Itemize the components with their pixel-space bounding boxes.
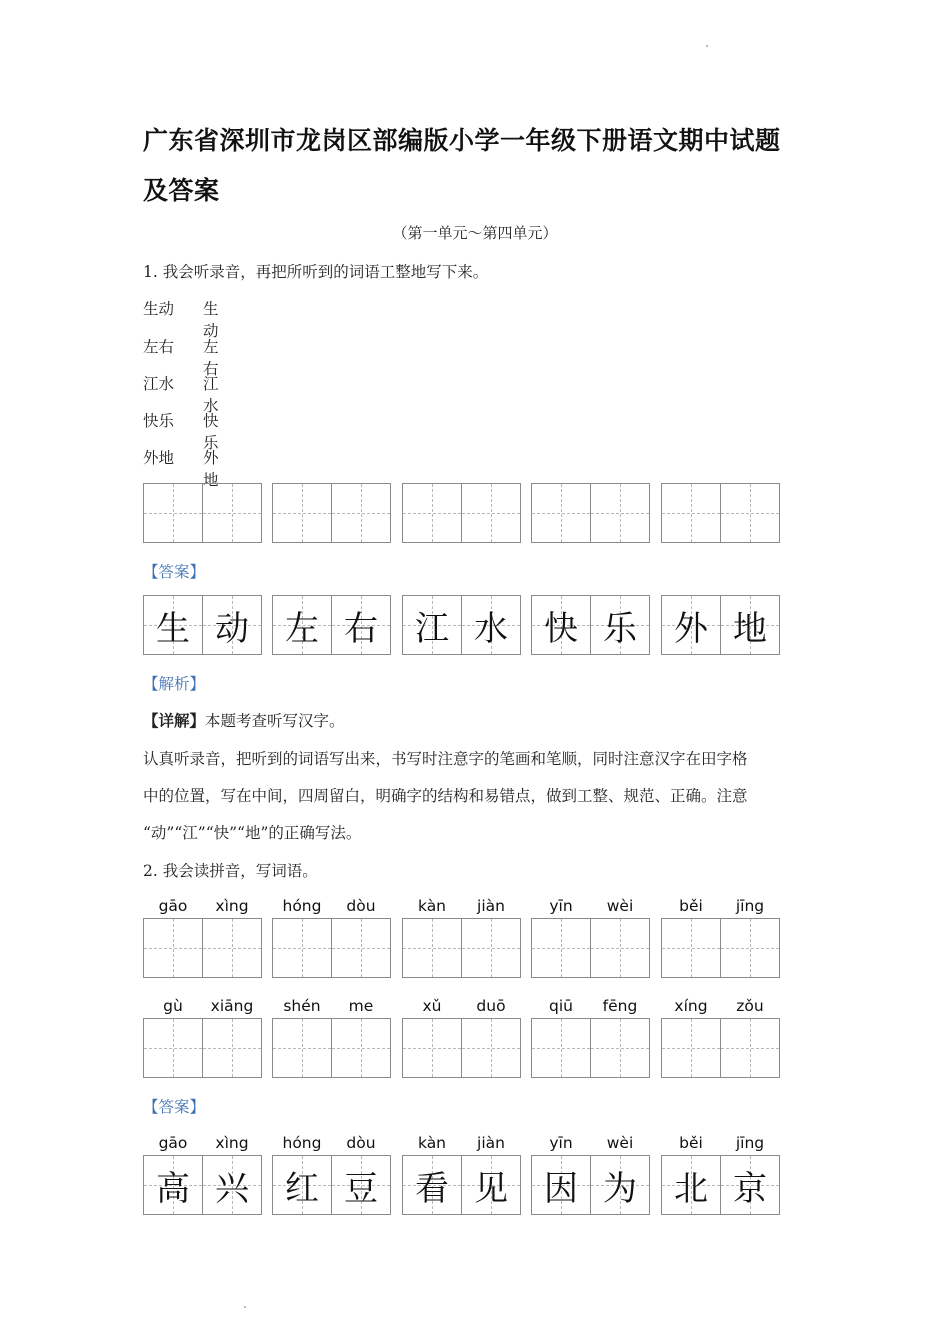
pinyin: gāo (158, 1134, 188, 1152)
answer-char: 右 (344, 608, 378, 649)
pinyin: fēng (602, 997, 638, 1015)
pinyin: dòu (346, 1134, 376, 1152)
pinyin: běi (679, 1134, 703, 1152)
answer-char: 豆 (344, 1168, 378, 1209)
pinyin: wèi (606, 897, 634, 915)
pinyin: wèi (606, 1134, 634, 1152)
answer-char: 水 (474, 608, 508, 649)
q1-detail (143, 709, 345, 731)
pinyin: kàn (417, 1134, 447, 1152)
q1-word-row (143, 409, 219, 452)
q1-analysis-tag: 【解析】 (143, 675, 206, 693)
scan-dot (244, 1306, 246, 1308)
pinyin: kàn (417, 897, 447, 915)
writing-grid-pair[interactable] (531, 918, 650, 978)
q1-explain-line: “动”“江”“快”“地”的正确写法。 (143, 824, 362, 842)
pinyin: shén (283, 997, 321, 1015)
word-b: 左右 (203, 338, 219, 378)
q1-word-row (143, 297, 219, 340)
pinyin: jīng (735, 897, 765, 915)
writing-grid-pair[interactable] (531, 483, 650, 543)
word-a: 左右 (143, 338, 175, 356)
answer-grid-pair (402, 595, 521, 655)
q1-explain-line: 中的位置，写在中间，四周留白，明确字的结构和易错点，做到工整、规范、正确。注意 (143, 787, 748, 805)
scan-dot (706, 45, 708, 47)
detail-text: 本题考查听写汉字。 (205, 712, 345, 730)
pinyin: běi (679, 897, 703, 915)
word-a: 生动 (143, 300, 175, 318)
writing-grid-pair[interactable] (402, 483, 521, 543)
answer-grid-pair (143, 1155, 262, 1215)
writing-grid-pair[interactable] (143, 918, 262, 978)
answer-char: 京 (733, 1168, 767, 1209)
pinyin: dòu (346, 897, 376, 915)
pinyin: xìng (215, 897, 249, 915)
writing-grid-pair[interactable] (661, 918, 780, 978)
q1-answer-tag: 【答案】 (143, 563, 206, 581)
answer-grid-pair (531, 595, 650, 655)
writing-grid-pair[interactable] (272, 483, 391, 543)
answer-char: 快 (544, 608, 578, 649)
pinyin: duō (476, 997, 506, 1015)
pinyin: hóng (282, 1134, 322, 1152)
pinyin: yīn (549, 1134, 573, 1152)
q2-answer-tag: 【答案】 (143, 1098, 206, 1116)
q1-explain-line: 认真听录音，把听到的词语写出来，书写时注意字的笔画和笔顺，同时注意汉字在田字格 (143, 750, 748, 768)
answer-char: 北 (674, 1168, 708, 1209)
word-a: 快乐 (143, 412, 175, 430)
writing-grid-pair[interactable] (143, 1018, 262, 1078)
pinyin: gù (163, 997, 183, 1015)
answer-grid-pair (272, 595, 391, 655)
pinyin: zǒu (736, 997, 764, 1015)
word-b: 江水 (203, 375, 219, 415)
pinyin: hóng (282, 897, 322, 915)
answer-char: 见 (474, 1168, 508, 1209)
word-a: 外地 (143, 449, 175, 467)
answer-char: 动 (215, 608, 249, 649)
answer-grid-pair (143, 595, 262, 655)
writing-grid-pair[interactable] (272, 1018, 391, 1078)
pinyin: jiàn (477, 897, 505, 915)
writing-grid-pair[interactable] (272, 918, 391, 978)
answer-char: 地 (733, 608, 767, 649)
writing-grid-pair[interactable] (661, 1018, 780, 1078)
word-b: 快乐 (203, 412, 219, 452)
answer-grid-pair (531, 1155, 650, 1215)
detail-tag: 【详解】 (143, 711, 206, 730)
word-a: 江水 (143, 375, 175, 393)
writing-grid-pair[interactable] (402, 1018, 521, 1078)
subtitle: （第一单元～第四单元） (392, 224, 558, 242)
pinyin: yīn (549, 897, 573, 915)
pinyin: xíng (674, 997, 708, 1015)
answer-char: 江 (415, 608, 449, 649)
word-b: 生动 (203, 300, 219, 340)
pinyin: xiāng (210, 997, 254, 1015)
q1-prompt: 1. 我会听录音，再把所听到的词语工整地写下来。 (143, 263, 489, 281)
page-title (143, 116, 823, 216)
answer-char: 乐 (603, 608, 637, 649)
answer-grid-pair (661, 1155, 780, 1215)
writing-grid-pair[interactable] (143, 483, 262, 543)
answer-char: 外 (674, 608, 708, 649)
title-line-2: 及答案 (143, 176, 220, 205)
answer-char: 为 (603, 1168, 637, 1209)
pinyin: qiū (549, 997, 573, 1015)
answer-char: 看 (415, 1168, 449, 1209)
writing-grid-pair[interactable] (531, 1018, 650, 1078)
answer-grid-pair (402, 1155, 521, 1215)
q1-word-row (143, 372, 219, 415)
answer-grid-pair (272, 1155, 391, 1215)
q1-word-row (143, 335, 219, 378)
pinyin: jīng (735, 1134, 765, 1152)
writing-grid-pair[interactable] (402, 918, 521, 978)
pinyin: jiàn (477, 1134, 505, 1152)
word-b: 外地 (203, 449, 219, 489)
pinyin: gāo (158, 897, 188, 915)
title-line-1: 广东省深圳市龙岗区部编版小学一年级下册语文期中试题 (143, 126, 781, 155)
pinyin: me (348, 997, 374, 1015)
q1-word-row (143, 446, 219, 489)
answer-char: 兴 (215, 1168, 249, 1209)
answer-char: 左 (285, 608, 319, 649)
writing-grid-pair[interactable] (661, 483, 780, 543)
answer-grid-pair (661, 595, 780, 655)
pinyin: xìng (215, 1134, 249, 1152)
answer-char: 因 (544, 1168, 578, 1209)
answer-char: 高 (156, 1168, 190, 1209)
answer-char: 红 (285, 1168, 319, 1209)
pinyin: xǔ (422, 997, 442, 1015)
answer-char: 生 (156, 608, 190, 649)
q2-prompt: 2. 我会读拼音，写词语。 (143, 862, 318, 880)
